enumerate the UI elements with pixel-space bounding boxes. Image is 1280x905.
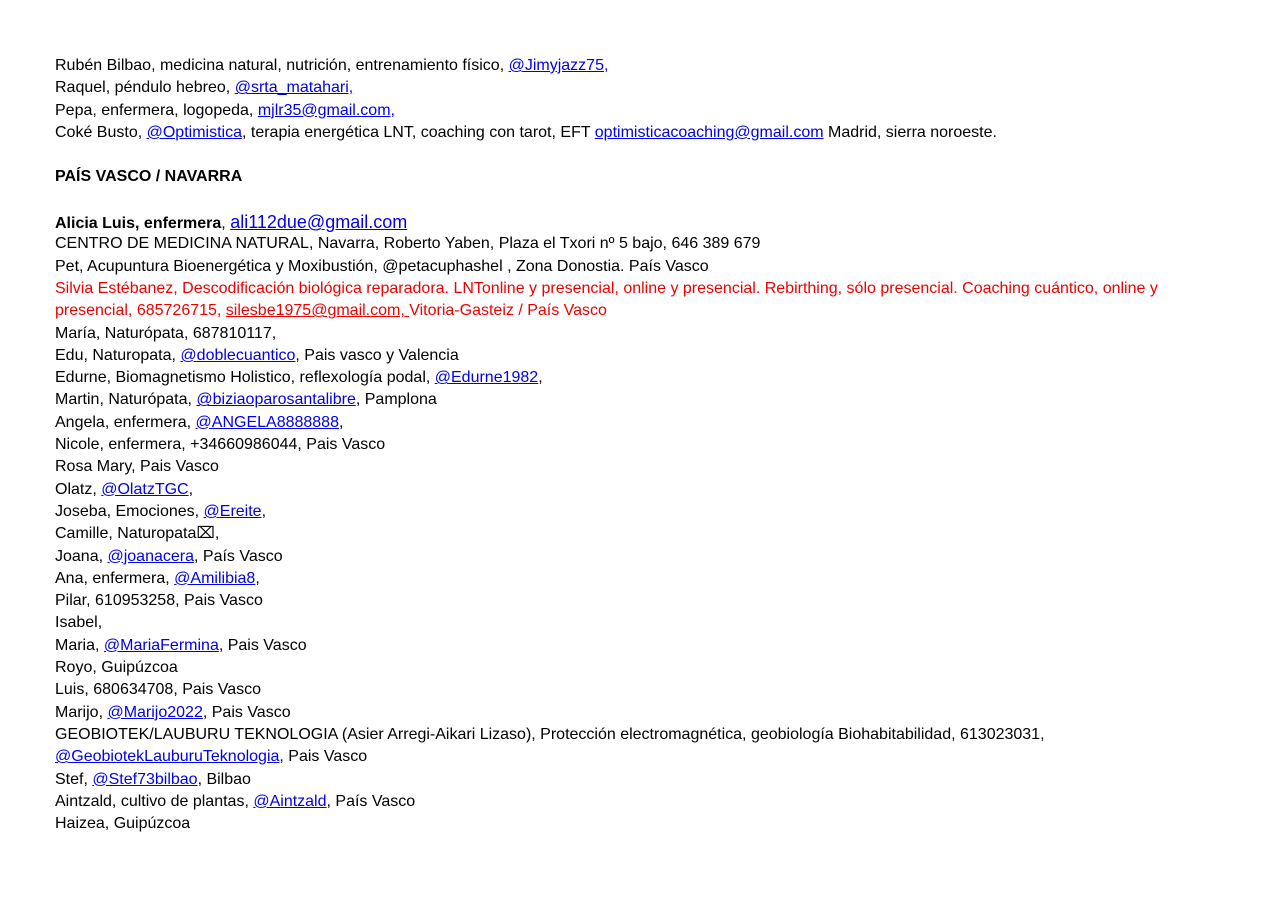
- entry-text: María, Naturópata, 687810117,: [55, 324, 277, 342]
- list-item: [55, 590, 1225, 612]
- entry-text: Edu, Naturopata,: [55, 346, 181, 364]
- entry-link[interactable]: mjlr35@gmail.com,: [257, 101, 395, 119]
- entry-text: Joana,: [55, 547, 108, 565]
- entry-text: Maria,: [55, 636, 104, 654]
- email-link[interactable]: optimisticacoaching@gmail.com: [594, 123, 824, 141]
- entry-text: ,: [338, 413, 344, 431]
- entry-link[interactable]: @Ereite: [203, 502, 262, 520]
- entry-text: , Pais Vasco: [218, 636, 307, 654]
- entry-text: , Pais Vasco: [279, 748, 368, 766]
- list-item: [55, 568, 1225, 590]
- entry-text: Joseba, Emociones,: [55, 502, 204, 520]
- list-item: [55, 501, 1225, 523]
- entry-text: Edurne, Biomagnetismo Holistico, reflexología podal,: [55, 369, 435, 387]
- list-item: [55, 389, 1225, 411]
- entry-link[interactable]: @Marijo2022: [107, 703, 203, 721]
- entry-text: Rosa Mary, Pais Vasco: [55, 458, 219, 476]
- list-item: [55, 813, 1225, 835]
- entry-link[interactable]: @biziaoparosantalibre: [196, 391, 356, 409]
- entry-link[interactable]: @Aintzald: [253, 792, 327, 810]
- entry-text: Pilar, 610953258, Pais Vasco: [55, 592, 263, 610]
- list-item: [55, 769, 1225, 791]
- entry-text: Martin, Naturópata,: [55, 391, 197, 409]
- entry-text: Olatz,: [55, 480, 102, 498]
- entry-link[interactable]: @GeobiotekLauburuTeknologia: [55, 748, 280, 766]
- entry-text: Angela, enfermera,: [55, 413, 196, 431]
- entry-geobiotek: GEOBIOTEK/LAUBURU TEKNOLOGIA (Asier Arregi-Aikari Lizaso), Protección electromagnética, geobiología Biohabitabilidad, 613023031,: [55, 725, 1045, 743]
- entry-text: Pepa, enfermera, logopeda,: [55, 101, 258, 119]
- entry-text: ,: [538, 369, 543, 387]
- entry-link[interactable]: @joanacera: [107, 547, 194, 565]
- entry-text: , País Vasco: [194, 547, 283, 565]
- entry-text: Luis, 680634708, Pais Vasco: [55, 681, 262, 699]
- entry-text: , País Vasco: [326, 792, 416, 810]
- list-item: [55, 791, 1225, 813]
- entry-link[interactable]: @srta_matahari,: [234, 79, 354, 97]
- entry-text: Camille, Naturopata⌧,: [55, 525, 220, 543]
- entry-text: Vitoria-Gasteiz / País Vasco: [409, 302, 607, 320]
- entry-link[interactable]: @Edurne1982: [434, 369, 539, 387]
- entry-link[interactable]: @OlatzTGC: [101, 480, 189, 498]
- list-item: [55, 345, 1225, 367]
- entry-text: ,: [261, 502, 267, 520]
- list-item: [55, 612, 1225, 634]
- entry-text: Silvia Estébanez, Descodificación biológica reparadora. LNTonline y presencial, online y presencial. Rebirthing, sólo presencial. Coaching cuántico, online y presencial, 685726715,: [55, 279, 1158, 320]
- entry-text: Ana, enfermera,: [55, 569, 175, 587]
- email-link[interactable]: silesbe1975@gmail.com,: [225, 302, 410, 320]
- entry-text: Aintzald, cultivo de plantas,: [55, 792, 254, 810]
- entry-text: , terapia energética LNT, coaching con tarot, EFT: [241, 123, 595, 141]
- entry-text: Coké Busto,: [55, 123, 147, 141]
- list-item: [55, 679, 1225, 701]
- list-item: [55, 702, 1225, 724]
- entry-text: ,: [188, 480, 194, 498]
- list-item: [55, 546, 1225, 568]
- list-item: [55, 635, 1225, 657]
- entry-text: Raquel, péndulo hebreo,: [55, 79, 235, 97]
- entry-text: Stef,: [55, 770, 93, 788]
- entry-text: , Pamplona: [355, 391, 437, 409]
- list-item: [55, 434, 1225, 456]
- spacer: [55, 189, 1225, 211]
- entry-text: , Bilbao: [197, 770, 251, 788]
- entry-raquel: [55, 77, 1225, 99]
- list-item: [55, 323, 1225, 345]
- document-page: [55, 55, 1225, 835]
- entry-text: , Pais vasco y Valencia: [295, 346, 459, 364]
- section-heading: PAÍS VASCO / NAVARRA: [55, 168, 243, 186]
- list-item: [55, 657, 1225, 679]
- entry-link[interactable]: @Stef73bilbao: [92, 770, 198, 788]
- entry-name-bold: Alicia Luis, enfermera: [55, 215, 222, 233]
- list-item: [55, 523, 1225, 545]
- list-item: [55, 367, 1225, 389]
- entry-link[interactable]: @MariaFermina: [103, 636, 219, 654]
- entry-link[interactable]: @ANGELA8888888: [195, 413, 339, 431]
- email-link[interactable]: ali112due@gmail.com: [230, 212, 408, 233]
- entry-coke: [55, 122, 1225, 144]
- entry-silvia: [55, 278, 1225, 323]
- entry-link[interactable]: @doblecuantico: [180, 346, 296, 364]
- entry-ruben: [55, 55, 1225, 77]
- entry-text: Rubén Bilbao, medicina natural, nutrición, entrenamiento físico,: [55, 57, 509, 74]
- entry-text: ,: [221, 215, 231, 233]
- entry-text: Isabel,: [55, 614, 103, 632]
- entry-text: ,: [255, 569, 260, 587]
- entry-link[interactable]: @Jimyjazz75,: [508, 57, 609, 74]
- list-item: [55, 479, 1225, 501]
- entry-centro: CENTRO DE MEDICINA NATURAL, Navarra, Roberto Yaben, Plaza el Txori nº 5 bajo, 646 389 679: [55, 235, 761, 253]
- spacer: [55, 144, 1225, 166]
- entry-geobiotek-cont: [55, 746, 1225, 768]
- list-item: [55, 456, 1225, 478]
- entry-text: Madrid, sierra noroeste.: [823, 123, 997, 141]
- entry-link[interactable]: @Optimistica: [146, 123, 242, 141]
- entry-text: Royo, Guipúzcoa: [55, 659, 178, 677]
- entry-link[interactable]: @Amilibia8: [174, 569, 256, 587]
- entry-text: , Pais Vasco: [202, 703, 291, 721]
- entry-text: Nicole, enfermera, +34660986044, Pais Vasco: [55, 436, 386, 454]
- entry-alicia: [55, 211, 1225, 233]
- entry-pepa: [55, 100, 1225, 122]
- list-item: [55, 412, 1225, 434]
- entry-pet: Pet, Acupuntura Bioenergética y Moxibustión, @petacuphashel , Zona Donostia. País Vasco: [55, 257, 709, 275]
- entry-text: Marijo,: [55, 703, 108, 721]
- entry-text: Haizea, Guipúzcoa: [55, 815, 191, 833]
